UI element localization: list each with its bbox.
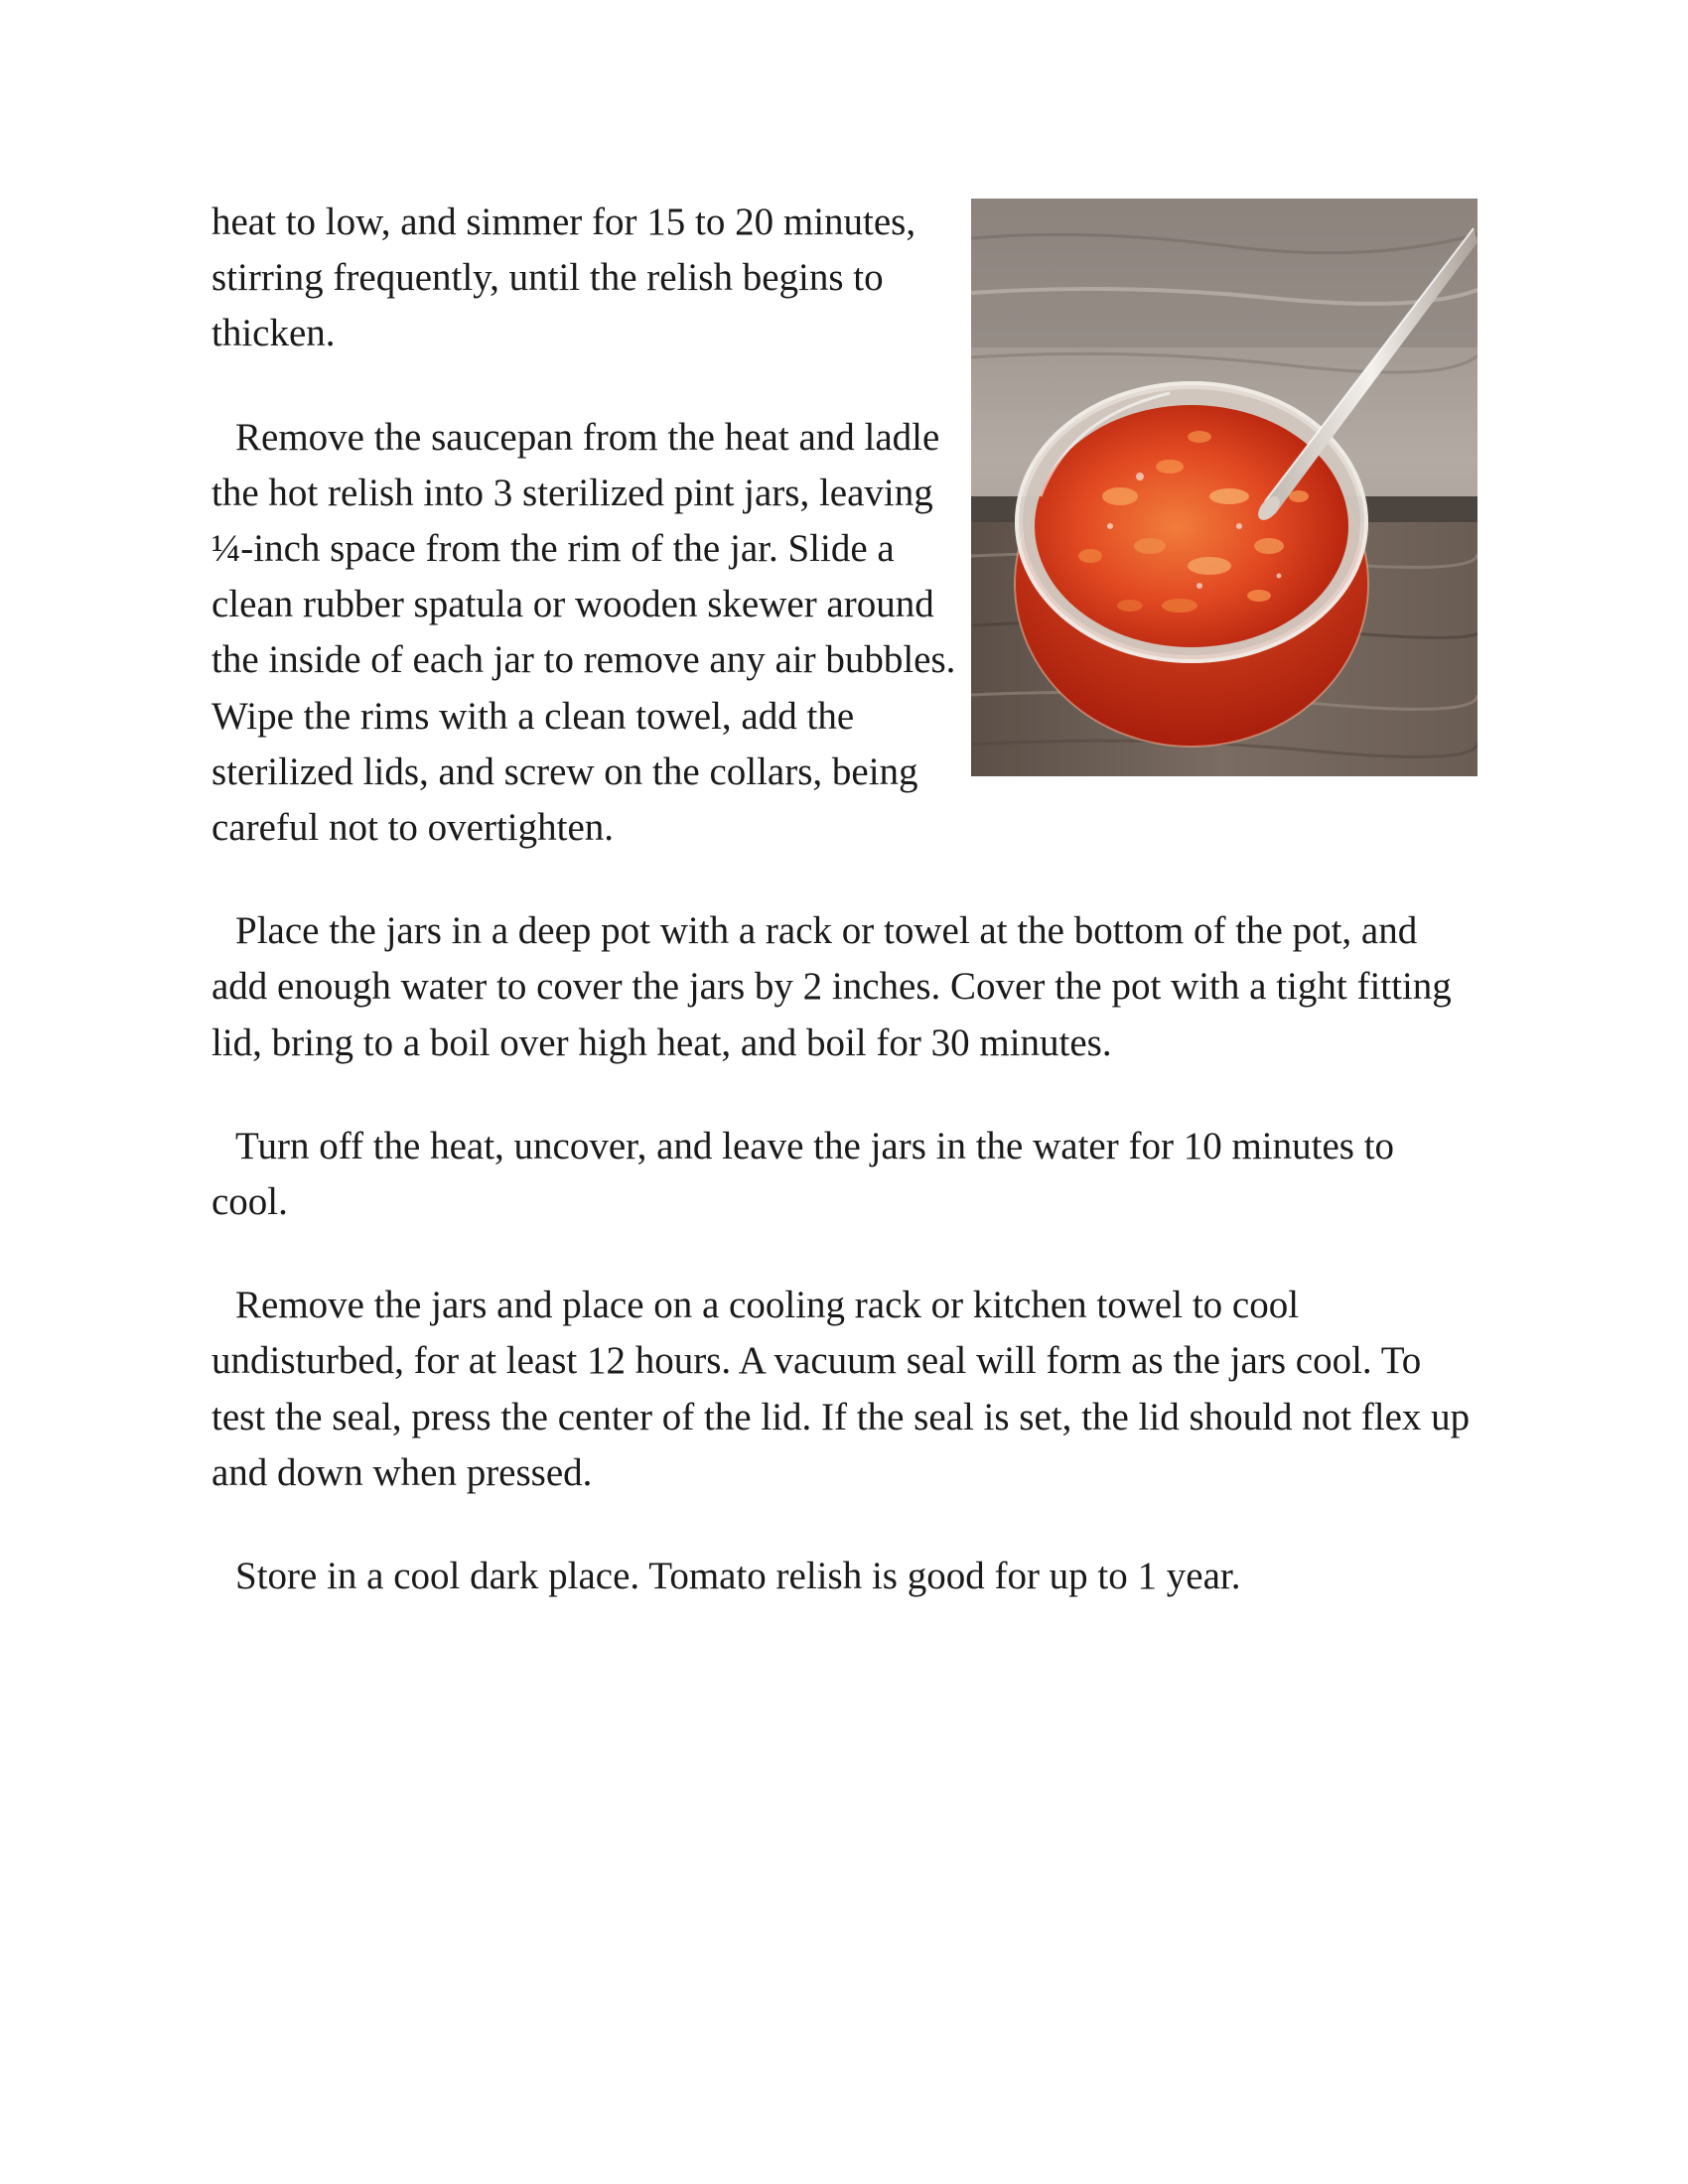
document-page [211, 195, 1477, 1652]
paragraph-boil-jars: Place the jars in a deep pot with a rack or towel at the bottom of the pot, and add enough water to cover the jars by 2 inches. Cover the pot with a tight fitting lid, bring to a boil over high heat, and boil for 30 minutes. [211, 909, 1452, 1064]
paragraph-storage: Store in a cool dark place. Tomato relish is good for up to 1 year. [235, 1555, 1241, 1598]
paragraph-ladle-into-jars: Remove the saucepan from the heat and ladle the hot relish into 3 sterilized pint jars, leaving ¼-inch space from the rim of the jar. Slide a clean rubber spatula or wooden skewer around the inside of each jar to remove any air bubbles. Wipe the rims with a clean towel, add the sterilized lids, and screw on the collars, being careful not to overtighten. [211, 415, 956, 850]
paragraph-cool-in-water: Turn off the heat, uncover, and leave the jars in the water for 10 minutes to cool. [211, 1124, 1395, 1224]
relish-jar-image [971, 199, 1477, 776]
paragraph-test-seal: Remove the jars and place on a cooling rack or kitchen towel to cool undisturbed, for at least 12 hours. A vacuum seal will form as the jars cool. To test the seal, press the center of the lid. If the seal is set, the lid should not flex up and down when pressed. [211, 1284, 1471, 1494]
paragraph-simmer: heat to low, and simmer for 15 to 20 minutes, stirring frequently, until the relish begins to thicken. [211, 201, 916, 355]
relish-jar-photo [971, 199, 1477, 776]
